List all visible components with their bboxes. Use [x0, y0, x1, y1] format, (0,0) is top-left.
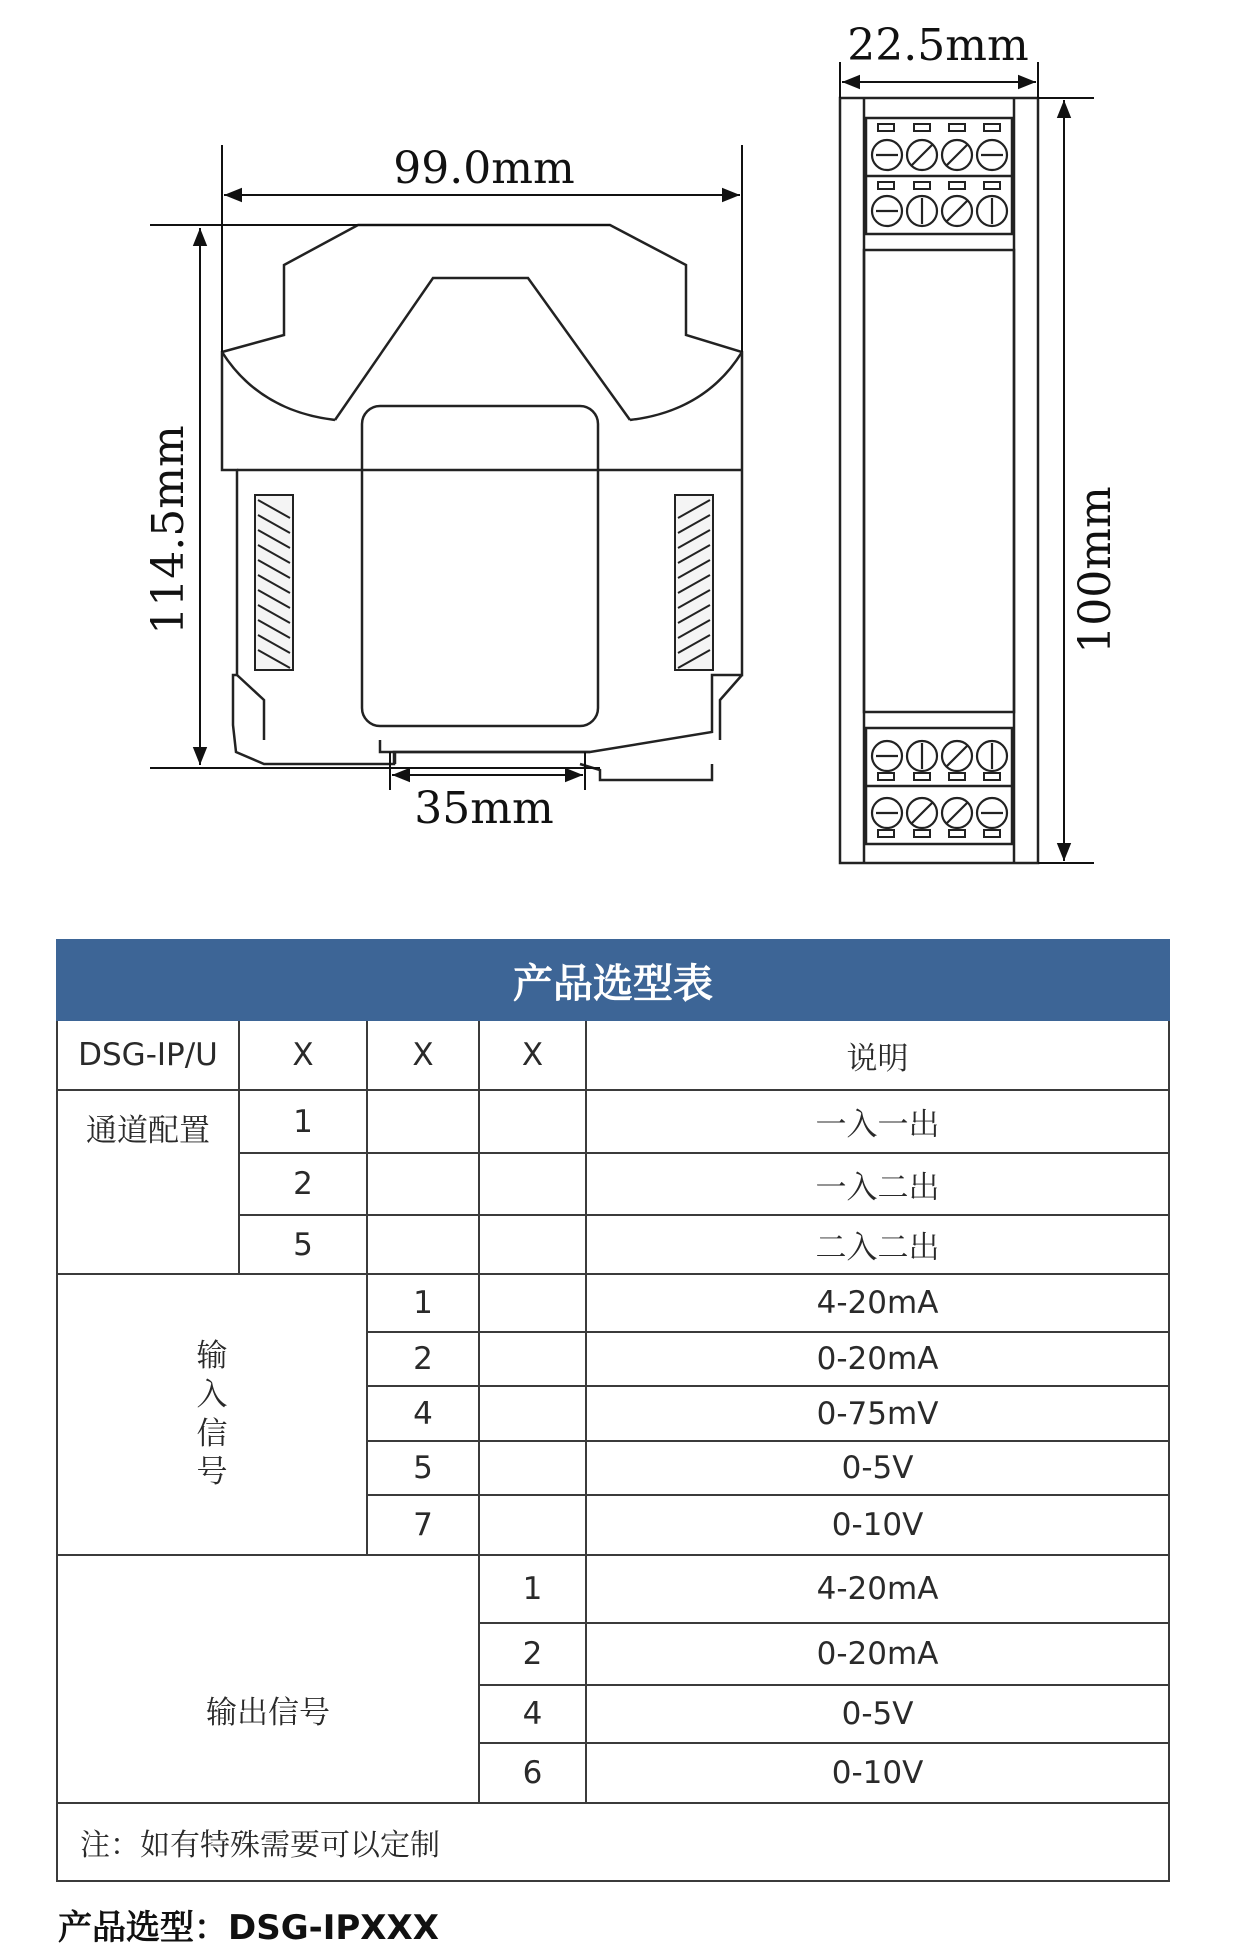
dimension-lines-front — [150, 145, 742, 790]
table-cell-empty — [479, 1332, 586, 1386]
table-cell-code: 6 — [479, 1743, 586, 1803]
table-cell-empty — [479, 1090, 586, 1153]
table-cell-desc: 4-20mA — [586, 1274, 1169, 1332]
left-clip-hatch — [255, 495, 293, 670]
table-cell-empty — [479, 1495, 586, 1555]
table-cell-desc: 0-5V — [586, 1685, 1169, 1743]
header-x2: X — [367, 1020, 479, 1090]
table-cell-code: 2 — [479, 1623, 586, 1685]
model-selection-line: 产品选型：DSG-IPXXX — [58, 1908, 439, 1948]
channel-config-label: 通道配置 — [57, 1090, 239, 1274]
terminal-tabs — [878, 124, 1000, 837]
dimension-drawing — [0, 0, 1240, 920]
input-signal-char: 号 — [196, 1454, 228, 1491]
table-cell-code: 4 — [479, 1685, 586, 1743]
terminal-screws — [872, 140, 1007, 828]
table-cell-code: 1 — [479, 1555, 586, 1623]
table-cell-empty — [367, 1153, 479, 1215]
table-cell-code: 1 — [367, 1274, 479, 1332]
right-clip-hatch — [675, 495, 713, 670]
table-cell-code: 2 — [367, 1332, 479, 1386]
width-dimension-label: 99.0mm — [393, 143, 575, 194]
header-x3: X — [479, 1020, 586, 1090]
table-cell-desc: 0-75mV — [586, 1386, 1169, 1441]
header-description: 说明 — [586, 1020, 1169, 1090]
table-cell-desc: 0-20mA — [586, 1623, 1169, 1685]
table-cell-desc: 二入二出 — [586, 1215, 1169, 1274]
table-cell-desc: 一入一出 — [586, 1090, 1169, 1153]
side-height-dimension-label: 100mm — [1070, 486, 1121, 654]
table-cell-empty — [479, 1441, 586, 1495]
header-x1: X — [239, 1020, 367, 1090]
table-cell-code: 4 — [367, 1386, 479, 1441]
table-cell-code: 1 — [239, 1090, 367, 1153]
side-width-dimension-label: 22.5mm — [847, 20, 1029, 71]
table-cell-empty — [367, 1090, 479, 1153]
table-cell-desc: 0-20mA — [586, 1332, 1169, 1386]
table-cell-desc: 4-20mA — [586, 1555, 1169, 1623]
table-cell-empty — [479, 1274, 586, 1332]
table-title: 产品选型表 — [57, 940, 1169, 1020]
input-signal-char: 信 — [196, 1415, 228, 1452]
output-signal-label: 输出信号 — [57, 1555, 479, 1803]
table-cell-empty — [479, 1386, 586, 1441]
height-dimension-label: 114.5mm — [143, 425, 194, 635]
table-cell-empty — [479, 1215, 586, 1274]
side-view — [840, 98, 1038, 863]
input-signal-char: 输 — [196, 1338, 228, 1374]
header-model: DSG-IP/U — [57, 1020, 239, 1090]
selection-table — [56, 939, 1170, 1882]
front-view — [222, 225, 742, 780]
table-cell-desc: 0-5V — [586, 1441, 1169, 1495]
table-cell-empty — [367, 1215, 479, 1274]
table-cell-empty — [479, 1153, 586, 1215]
table-cell-desc: 一入二出 — [586, 1153, 1169, 1215]
table-cell-code: 2 — [239, 1153, 367, 1215]
table-cell-desc: 0-10V — [586, 1495, 1169, 1555]
table-cell-code: 5 — [239, 1215, 367, 1274]
selection-table-container — [56, 939, 1168, 1882]
table-note: 注：如有特殊需要可以定制 — [57, 1803, 1169, 1881]
input-signal-label — [57, 1274, 367, 1555]
rail-dimension-label: 35mm — [414, 783, 554, 834]
input-signal-char: 入 — [196, 1376, 228, 1413]
table-cell-code: 5 — [367, 1441, 479, 1495]
table-cell-desc: 0-10V — [586, 1743, 1169, 1803]
table-cell-code: 7 — [367, 1495, 479, 1555]
